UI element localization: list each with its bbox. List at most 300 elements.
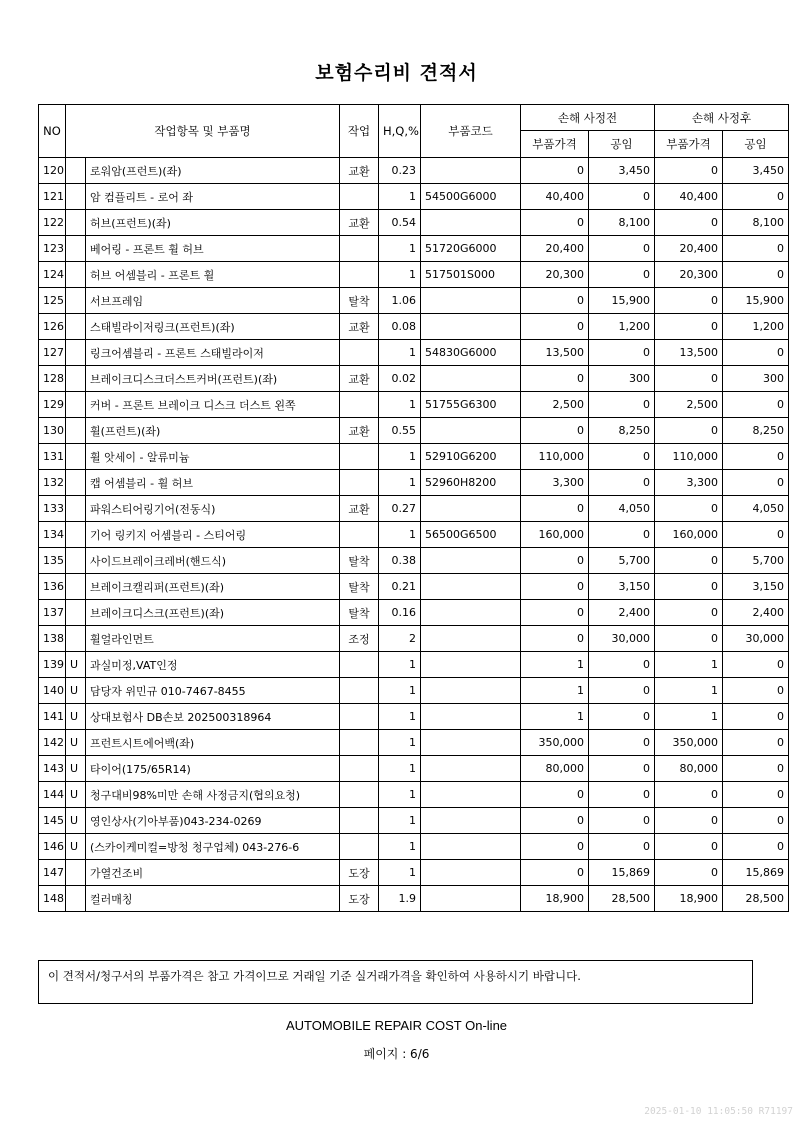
table-row — [39, 834, 789, 860]
row-after-part-price: 3,300 — [655, 470, 723, 496]
row-hq: 0.23 — [379, 158, 421, 184]
row-before-labor: 2,400 — [589, 600, 655, 626]
row-user-flag — [66, 418, 86, 444]
row-before-labor: 0 — [589, 340, 655, 366]
row-part-code — [421, 704, 521, 730]
row-part-code — [421, 886, 521, 912]
row-no: 136 — [39, 574, 66, 600]
row-item-name: 과실미정,VAT인정 — [86, 652, 340, 678]
row-work-type: 교환 — [340, 210, 379, 236]
row-after-part-price: 1 — [655, 678, 723, 704]
row-item-name: 파워스티어링기어(전동식) — [86, 496, 340, 522]
row-before-part-price: 0 — [521, 626, 589, 652]
row-user-flag — [66, 496, 86, 522]
row-user-flag — [66, 340, 86, 366]
row-before-labor: 5,700 — [589, 548, 655, 574]
row-part-code — [421, 860, 521, 886]
row-before-part-price: 20,400 — [521, 236, 589, 262]
row-after-labor: 0 — [723, 444, 789, 470]
row-before-part-price: 0 — [521, 808, 589, 834]
row-before-labor: 0 — [589, 652, 655, 678]
row-work-type — [340, 184, 379, 210]
row-after-part-price: 0 — [655, 782, 723, 808]
header-after-part-price: 부품가격 — [655, 131, 723, 158]
row-hq: 1 — [379, 652, 421, 678]
row-work-type — [340, 730, 379, 756]
row-user-flag — [66, 522, 86, 548]
row-hq: 1 — [379, 262, 421, 288]
row-after-part-price: 0 — [655, 314, 723, 340]
row-before-part-price: 3,300 — [521, 470, 589, 496]
row-before-labor: 8,250 — [589, 418, 655, 444]
row-before-part-price: 0 — [521, 418, 589, 444]
row-work-type: 탈착 — [340, 288, 379, 314]
row-before-labor: 0 — [589, 808, 655, 834]
table-row — [39, 730, 789, 756]
row-user-flag — [66, 262, 86, 288]
row-before-labor: 0 — [589, 704, 655, 730]
row-before-part-price: 18,900 — [521, 886, 589, 912]
row-work-type — [340, 340, 379, 366]
row-after-labor: 300 — [723, 366, 789, 392]
row-before-part-price: 0 — [521, 288, 589, 314]
row-before-part-price: 1 — [521, 652, 589, 678]
row-after-labor: 0 — [723, 834, 789, 860]
table-row — [39, 236, 789, 262]
row-hq: 0.27 — [379, 496, 421, 522]
row-before-part-price: 0 — [521, 210, 589, 236]
header-before-labor: 공임 — [589, 131, 655, 158]
row-no: 140 — [39, 678, 66, 704]
row-hq: 1 — [379, 184, 421, 210]
row-no: 146 — [39, 834, 66, 860]
row-no: 123 — [39, 236, 66, 262]
row-hq: 1 — [379, 834, 421, 860]
row-user-flag — [66, 158, 86, 184]
row-after-part-price: 1 — [655, 652, 723, 678]
row-after-part-price: 80,000 — [655, 756, 723, 782]
row-part-code — [421, 158, 521, 184]
row-before-labor: 0 — [589, 236, 655, 262]
row-no: 131 — [39, 444, 66, 470]
row-before-part-price: 1 — [521, 704, 589, 730]
table-row — [39, 782, 789, 808]
row-user-flag: U — [66, 652, 86, 678]
row-after-labor: 0 — [723, 392, 789, 418]
row-item-name: 커버 - 프론트 브레이크 디스크 더스트 왼쪽 — [86, 392, 340, 418]
row-before-part-price: 0 — [521, 600, 589, 626]
row-part-code: 54500G6000 — [421, 184, 521, 210]
row-work-type — [340, 782, 379, 808]
row-user-flag — [66, 626, 86, 652]
row-before-part-price: 0 — [521, 366, 589, 392]
row-hq: 1 — [379, 236, 421, 262]
row-after-labor: 0 — [723, 730, 789, 756]
row-after-labor: 0 — [723, 808, 789, 834]
row-before-labor: 300 — [589, 366, 655, 392]
row-part-code: 54830G6000 — [421, 340, 521, 366]
row-user-flag — [66, 366, 86, 392]
row-after-part-price: 1 — [655, 704, 723, 730]
row-user-flag — [66, 600, 86, 626]
row-no: 129 — [39, 392, 66, 418]
row-no: 132 — [39, 470, 66, 496]
row-hq: 1 — [379, 782, 421, 808]
row-hq: 1 — [379, 704, 421, 730]
table-row — [39, 704, 789, 730]
row-item-name: 스태빌라이저링크(프런트)(좌) — [86, 314, 340, 340]
row-part-code — [421, 834, 521, 860]
row-work-type — [340, 678, 379, 704]
row-before-part-price: 20,300 — [521, 262, 589, 288]
row-before-part-price: 160,000 — [521, 522, 589, 548]
row-before-labor: 30,000 — [589, 626, 655, 652]
row-before-labor: 4,050 — [589, 496, 655, 522]
row-user-flag — [66, 574, 86, 600]
row-before-part-price: 0 — [521, 496, 589, 522]
table-row — [39, 808, 789, 834]
row-item-name: 휠 앗세이 - 알류미늄 — [86, 444, 340, 470]
row-after-labor: 5,700 — [723, 548, 789, 574]
row-before-labor: 8,100 — [589, 210, 655, 236]
header-hq: H,Q,% — [379, 105, 421, 158]
row-item-name: 휠얼라인먼트 — [86, 626, 340, 652]
row-work-type — [340, 262, 379, 288]
row-before-part-price: 0 — [521, 860, 589, 886]
row-user-flag: U — [66, 808, 86, 834]
table-row — [39, 340, 789, 366]
row-after-labor: 0 — [723, 522, 789, 548]
row-before-part-price: 0 — [521, 314, 589, 340]
row-user-flag — [66, 314, 86, 340]
row-after-part-price: 0 — [655, 158, 723, 184]
header-before-assessment: 손해 사정전 — [521, 105, 655, 131]
row-no: 142 — [39, 730, 66, 756]
row-part-code — [421, 678, 521, 704]
row-before-part-price: 1 — [521, 678, 589, 704]
row-before-labor: 0 — [589, 782, 655, 808]
row-after-labor: 4,050 — [723, 496, 789, 522]
row-no: 148 — [39, 886, 66, 912]
row-work-type: 도장 — [340, 860, 379, 886]
table-row — [39, 366, 789, 392]
table-row — [39, 522, 789, 548]
row-part-code — [421, 210, 521, 236]
row-item-name: 담당자 위민규 010-7467-8455 — [86, 678, 340, 704]
row-after-part-price: 0 — [655, 808, 723, 834]
row-work-type: 교환 — [340, 314, 379, 340]
row-part-code: 52910G6200 — [421, 444, 521, 470]
row-hq: 1 — [379, 392, 421, 418]
row-after-part-price: 350,000 — [655, 730, 723, 756]
row-no: 138 — [39, 626, 66, 652]
row-before-labor: 0 — [589, 184, 655, 210]
row-before-labor: 0 — [589, 392, 655, 418]
row-user-flag: U — [66, 782, 86, 808]
table-row — [39, 288, 789, 314]
table-row — [39, 444, 789, 470]
table-row — [39, 496, 789, 522]
row-no: 147 — [39, 860, 66, 886]
row-before-part-price: 0 — [521, 548, 589, 574]
row-no: 128 — [39, 366, 66, 392]
row-after-part-price: 20,400 — [655, 236, 723, 262]
row-after-labor: 8,100 — [723, 210, 789, 236]
row-after-labor: 0 — [723, 236, 789, 262]
row-no: 134 — [39, 522, 66, 548]
row-user-flag — [66, 470, 86, 496]
row-after-part-price: 20,300 — [655, 262, 723, 288]
row-work-type — [340, 444, 379, 470]
row-hq: 1.9 — [379, 886, 421, 912]
row-hq: 1 — [379, 444, 421, 470]
header-after-assessment: 손해 사정후 — [655, 105, 789, 131]
row-item-name: 가열건조비 — [86, 860, 340, 886]
row-item-name: 로워암(프런트)(좌) — [86, 158, 340, 184]
table-body — [39, 158, 789, 912]
row-after-part-price: 160,000 — [655, 522, 723, 548]
row-item-name: 캡 어셈블리 - 휠 허브 — [86, 470, 340, 496]
row-part-code — [421, 626, 521, 652]
row-user-flag — [66, 548, 86, 574]
row-after-part-price: 0 — [655, 574, 723, 600]
table-row — [39, 314, 789, 340]
row-after-labor: 2,400 — [723, 600, 789, 626]
row-after-labor: 0 — [723, 756, 789, 782]
table-row — [39, 418, 789, 444]
row-before-labor: 0 — [589, 730, 655, 756]
row-after-labor: 0 — [723, 184, 789, 210]
row-part-code: 517501S000 — [421, 262, 521, 288]
row-hq: 0.55 — [379, 418, 421, 444]
row-after-labor: 30,000 — [723, 626, 789, 652]
row-hq: 0.38 — [379, 548, 421, 574]
row-no: 124 — [39, 262, 66, 288]
row-before-labor: 0 — [589, 834, 655, 860]
row-part-code — [421, 548, 521, 574]
table-row — [39, 470, 789, 496]
row-item-name: 서브프레임 — [86, 288, 340, 314]
row-part-code: 56500G6500 — [421, 522, 521, 548]
table-row — [39, 886, 789, 912]
row-after-labor: 1,200 — [723, 314, 789, 340]
row-user-flag — [66, 444, 86, 470]
header-work: 작업 — [340, 105, 379, 158]
row-part-code — [421, 574, 521, 600]
row-part-code — [421, 756, 521, 782]
row-part-code — [421, 808, 521, 834]
row-work-type — [340, 808, 379, 834]
row-hq: 0.08 — [379, 314, 421, 340]
row-hq: 1 — [379, 730, 421, 756]
row-user-flag — [66, 392, 86, 418]
row-hq: 1 — [379, 522, 421, 548]
row-work-type: 탈착 — [340, 574, 379, 600]
row-after-part-price: 0 — [655, 418, 723, 444]
row-part-code — [421, 366, 521, 392]
row-user-flag: U — [66, 704, 86, 730]
row-before-part-price: 0 — [521, 158, 589, 184]
row-part-code — [421, 496, 521, 522]
row-after-labor: 8,250 — [723, 418, 789, 444]
row-no: 139 — [39, 652, 66, 678]
row-work-type: 교환 — [340, 366, 379, 392]
row-after-part-price: 110,000 — [655, 444, 723, 470]
row-hq: 0.02 — [379, 366, 421, 392]
row-after-part-price: 0 — [655, 210, 723, 236]
footer-brand: AUTOMOBILE REPAIR COST On-line — [285, 1018, 508, 1033]
row-item-name: 브레이크디스크더스트커버(프런트)(좌) — [86, 366, 340, 392]
row-before-part-price: 80,000 — [521, 756, 589, 782]
header-after-labor: 공임 — [723, 131, 789, 158]
row-before-labor: 0 — [589, 522, 655, 548]
row-no: 137 — [39, 600, 66, 626]
row-no: 126 — [39, 314, 66, 340]
document-title: 보험수리비 견적서 — [315, 62, 478, 84]
row-no: 133 — [39, 496, 66, 522]
row-after-labor: 3,150 — [723, 574, 789, 600]
row-no: 144 — [39, 782, 66, 808]
row-part-code — [421, 314, 521, 340]
row-before-labor: 0 — [589, 470, 655, 496]
table-row — [39, 860, 789, 886]
row-item-name: 청구대비98%미만 손해 사정금지(협의요청) — [86, 782, 340, 808]
row-before-labor: 0 — [589, 756, 655, 782]
row-user-flag: U — [66, 834, 86, 860]
row-after-part-price: 18,900 — [655, 886, 723, 912]
row-item-name: 브레이크디스크(프런트)(좌) — [86, 600, 340, 626]
row-hq: 1 — [379, 678, 421, 704]
row-work-type: 도장 — [340, 886, 379, 912]
row-no: 125 — [39, 288, 66, 314]
table-header — [39, 105, 789, 158]
row-hq: 0.16 — [379, 600, 421, 626]
table-row — [39, 392, 789, 418]
row-item-name: 링크어셈블리 - 프론트 스태빌라이저 — [86, 340, 340, 366]
row-after-labor: 0 — [723, 652, 789, 678]
row-user-flag — [66, 860, 86, 886]
row-user-flag: U — [66, 730, 86, 756]
row-after-part-price: 0 — [655, 600, 723, 626]
price-notice: 이 견적서/청구서의 부품가격은 참고 가격이므로 거래일 기준 실거래가격을 확인하여 사용하시기 바랍니다. — [38, 960, 753, 1004]
row-before-part-price: 40,400 — [521, 184, 589, 210]
row-item-name: 사이드브레이크레버(핸드식) — [86, 548, 340, 574]
row-item-name: 허브 어셈블리 - 프론트 휠 — [86, 262, 340, 288]
row-no: 135 — [39, 548, 66, 574]
table-row — [39, 158, 789, 184]
row-part-code — [421, 600, 521, 626]
row-work-type — [340, 392, 379, 418]
header-part-code: 부품코드 — [421, 105, 521, 158]
row-before-part-price: 0 — [521, 574, 589, 600]
row-before-labor: 0 — [589, 678, 655, 704]
row-work-type — [340, 470, 379, 496]
row-before-part-price: 13,500 — [521, 340, 589, 366]
row-item-name: 상대보험사 DB손보 202500318964 — [86, 704, 340, 730]
row-item-name: 기어 링키지 어셈블리 - 스티어링 — [86, 522, 340, 548]
row-after-labor: 0 — [723, 340, 789, 366]
table-row — [39, 626, 789, 652]
row-before-labor: 28,500 — [589, 886, 655, 912]
row-hq: 2 — [379, 626, 421, 652]
page-number: 페이지 : 6/6 — [363, 1047, 430, 1061]
row-part-code: 52960H8200 — [421, 470, 521, 496]
row-no: 120 — [39, 158, 66, 184]
row-item-name: 베어링 - 프론트 휠 허브 — [86, 236, 340, 262]
table-row — [39, 652, 789, 678]
row-part-code — [421, 418, 521, 444]
table-row — [39, 548, 789, 574]
table-row — [39, 262, 789, 288]
row-after-part-price: 0 — [655, 548, 723, 574]
row-item-name: 허브(프런트)(좌) — [86, 210, 340, 236]
row-before-labor: 15,869 — [589, 860, 655, 886]
row-after-part-price: 0 — [655, 860, 723, 886]
row-hq: 1 — [379, 808, 421, 834]
row-before-labor: 3,450 — [589, 158, 655, 184]
row-work-type — [340, 522, 379, 548]
row-work-type — [340, 704, 379, 730]
table-row — [39, 600, 789, 626]
row-before-part-price: 0 — [521, 834, 589, 860]
row-after-labor: 15,900 — [723, 288, 789, 314]
row-user-flag — [66, 210, 86, 236]
row-no: 127 — [39, 340, 66, 366]
row-before-labor: 15,900 — [589, 288, 655, 314]
row-item-name: 타이어(175/65R14) — [86, 756, 340, 782]
row-no: 141 — [39, 704, 66, 730]
row-part-code — [421, 652, 521, 678]
row-hq: 0.21 — [379, 574, 421, 600]
row-after-labor: 28,500 — [723, 886, 789, 912]
row-work-type — [340, 834, 379, 860]
table-row — [39, 210, 789, 236]
row-after-part-price: 0 — [655, 366, 723, 392]
row-no: 145 — [39, 808, 66, 834]
row-before-part-price: 0 — [521, 782, 589, 808]
row-user-flag — [66, 288, 86, 314]
row-hq: 1 — [379, 340, 421, 366]
table-row — [39, 678, 789, 704]
header-item: 작업항목 및 부품명 — [66, 105, 340, 158]
row-item-name: 휠(프런트)(좌) — [86, 418, 340, 444]
row-hq: 1 — [379, 860, 421, 886]
row-after-part-price: 0 — [655, 626, 723, 652]
row-no: 121 — [39, 184, 66, 210]
row-after-part-price: 40,400 — [655, 184, 723, 210]
row-after-part-price: 0 — [655, 288, 723, 314]
row-item-name: (스카이케미컬=방청 청구업체) 043-276-6 — [86, 834, 340, 860]
row-after-part-price: 0 — [655, 496, 723, 522]
print-timestamp: 2025-01-10 11:05:50 R71197 — [644, 1106, 793, 1117]
row-after-part-price: 0 — [655, 834, 723, 860]
row-part-code: 51720G6000 — [421, 236, 521, 262]
row-before-labor: 1,200 — [589, 314, 655, 340]
row-after-labor: 0 — [723, 782, 789, 808]
row-part-code: 51755G6300 — [421, 392, 521, 418]
row-user-flag — [66, 184, 86, 210]
row-after-labor: 15,869 — [723, 860, 789, 886]
table-row — [39, 756, 789, 782]
row-work-type: 교환 — [340, 418, 379, 444]
row-work-type — [340, 756, 379, 782]
header-no: NO — [39, 105, 66, 158]
row-hq: 0.54 — [379, 210, 421, 236]
row-no: 143 — [39, 756, 66, 782]
row-before-part-price: 110,000 — [521, 444, 589, 470]
row-work-type: 교환 — [340, 158, 379, 184]
row-hq: 1.06 — [379, 288, 421, 314]
